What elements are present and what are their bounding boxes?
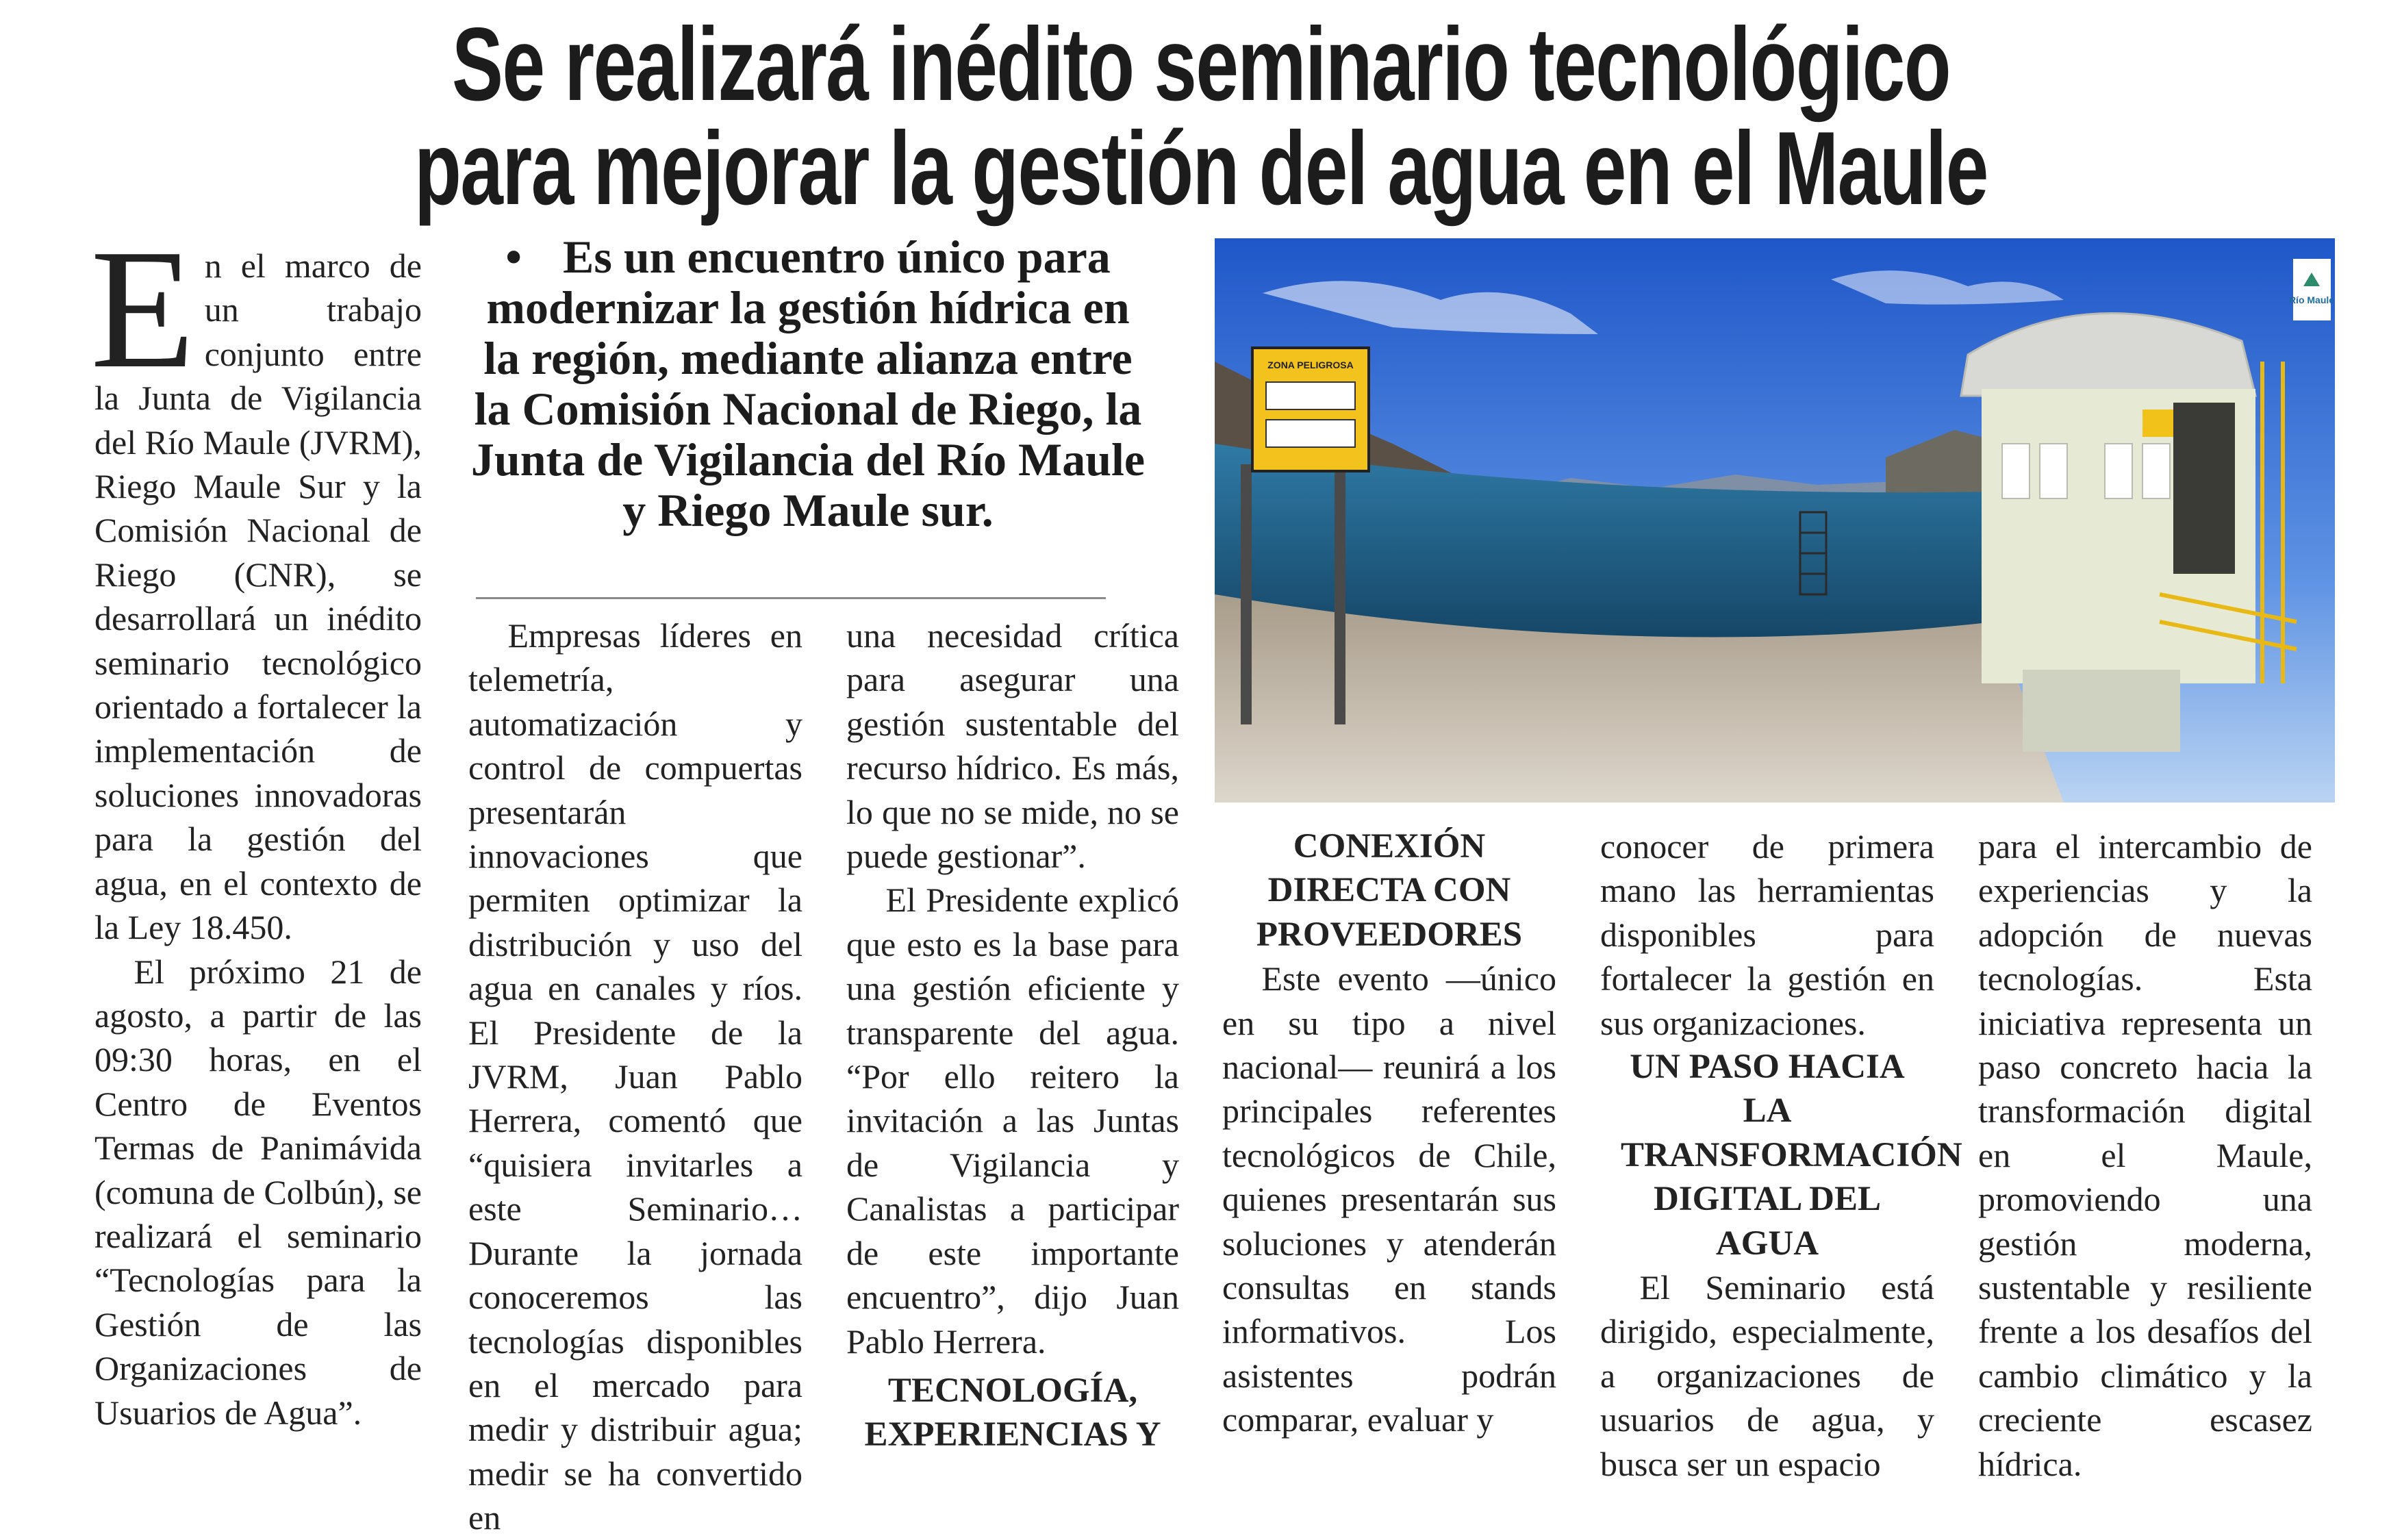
- subhead-technology: TECNOLOGÍA, EXPERIENCIAS Y: [864, 1371, 1161, 1454]
- reservoir-photo-image: [1215, 238, 2335, 803]
- column-4: [1222, 824, 1556, 1442]
- column-2: [468, 614, 802, 1540]
- logo-text: Río Maule: [2288, 294, 2335, 305]
- kicker-rule: [476, 597, 1106, 599]
- kicker: [466, 231, 1150, 535]
- headline-line-2: para mejorar la gestión del agua en el Maule: [414, 110, 1988, 227]
- column-6: [1978, 824, 2312, 1486]
- subhead-connection: CONEXIÓN DIRECTA CON PROVEEDORES: [1256, 827, 1523, 954]
- column-3: [846, 614, 1179, 1457]
- paragraph-seminar-cont: para el intercambio de experiencias y la adopción de nuevas tecnologías. Esta iniciativa representa un paso concreto hacia la transformación digital en el Maule, promoviendo una gestión moderna, sustentable y resiliente frente a los desafíos del cambio climático y la creciente escasez hídrica.: [1978, 827, 2312, 1483]
- paragraph-seminar: El Seminario está dirigido, especialmente, a organizaciones de usuarios de agua, y busca ser un espacio: [1600, 1268, 1934, 1483]
- kicker-bullet: •: [505, 231, 522, 283]
- column-5: [1600, 824, 1962, 1486]
- headline-line-1: Se realizará inédito seminario tecnológico: [451, 6, 1951, 123]
- paragraph-quote-cont: una necesidad crítica para asegurar una gestión sustentable del recurso hídrico. Es más, lo que no se mide, no se puede gestionar”.: [846, 616, 1179, 876]
- paragraph-event-cont: conocer de primera mano las herramientas disponibles para fortalecer la gestión en sus organizaciones.: [1600, 827, 1934, 1042]
- column-1: [90, 214, 422, 1435]
- paragraph-intro: n el marco de un trabajo conjunto entre la Junta de Vigilancia del Río Maule (JVRM), Riego Maule Sur y la Comisión Nacional de Riego (CNR), se desarrollará un inédito seminario tecnológico orientado a fortalecer la implementación de soluciones innovadoras para la gestión del agua, en el contexto de la Ley 18.450.: [94, 247, 422, 947]
- kicker-text: Es un encuentro único para modernizar la gestión hídrica en la región, mediante alianza entre la Comisión Nacional de Riego, la Junta de Vigilancia del Río Maule y Riego Maule sur.: [470, 231, 1146, 536]
- warning-sign-title: ZONA PELIGROSA: [1267, 359, 1354, 370]
- paragraph-event: Este evento —único en su tipo a nivel nacional— reunirá a los principales referentes tecnológicos de Chile, quienes presentarán sus soluciones y atenderán consultas en stands informativos. Los asistentes podrán comparar, evaluar y: [1222, 959, 1556, 1439]
- paragraph-companies: Empresas líderes en telemetría, automatización y control de compuertas presentarán innovaciones que permiten optimizar la distribución y uso del agua en canales y ríos. El Presidente de la JVRM, Juan Pablo Herrera, comentó que “quisiera invitarles a este Seminario… Durante la jornada conoceremos las tecnologías disponibles en el mercado para medir y distribuir agua; medir se ha convertido en: [468, 616, 802, 1537]
- reservoir-photo: [1215, 238, 2335, 803]
- subhead-transformation: UN PASO HACIA LA TRANSFORMACIÓN DIGITAL DEL AGUA: [1621, 1048, 1962, 1263]
- paragraph-president: El Presidente explicó que esto es la base para una gestión eficiente y transparente del agua. “Por ello reitero la invitación a las Juntas de Vigilancia y Canalistas a participar de este importante encuentro”, dijo Juan Pablo Herrera.: [846, 881, 1179, 1361]
- drop-cap: E: [90, 214, 195, 404]
- paragraph-event-date: El próximo 21 de agosto, a partir de las 09:30 horas, en el Centro de Eventos Termas de Panimávida (comuna de Colbún), se realizará el seminario “Tecnologías para la Gestión de las Organizaciones de Usuarios de Agua”.: [94, 952, 422, 1432]
